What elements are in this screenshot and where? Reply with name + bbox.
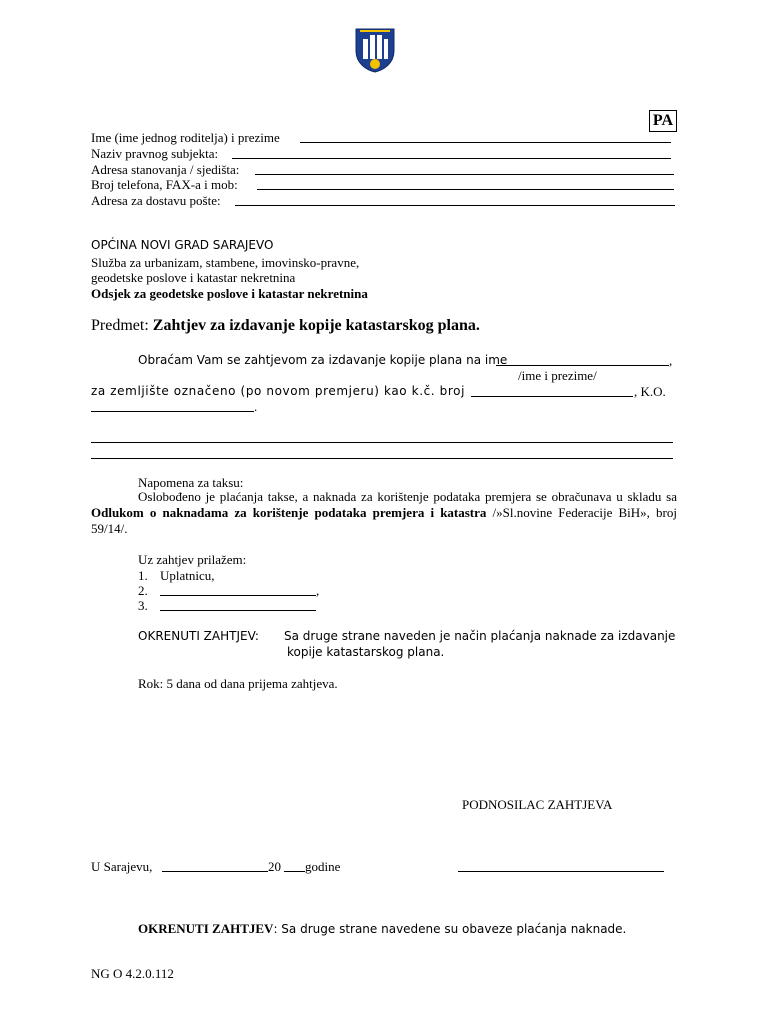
recipient-service-line1: Služba za urbanizam, stambene, imovinsko-pravne, <box>91 255 360 270</box>
attachments-title: Uz zahtjev prilažem: <box>138 552 247 567</box>
attachment-number-3: 3. <box>138 598 148 613</box>
subject-line <box>91 317 480 335</box>
attachment-line-2[interactable] <box>160 595 316 596</box>
request-name-hint: /ime i prezime/ <box>518 368 597 383</box>
godine-label: godine <box>305 859 341 874</box>
parcel-number-line[interactable] <box>471 396 633 397</box>
period: . <box>254 399 258 414</box>
fee-note-text-b: /»Sl.novine Federacije BiH», broj 59/14/. <box>91 505 677 536</box>
deadline-text: Rok: 5 dana od dana prijema zahtjeva. <box>138 676 338 691</box>
subject-text: Zahtjev za izdavanje kopije katastarskog plana. <box>152 317 480 334</box>
attachment-number-2: 2. <box>138 583 148 598</box>
attachment-text-1: Uplatnicu, <box>160 568 215 583</box>
field-line-mail-address[interactable] <box>235 205 675 206</box>
turn-over-2-text: : Sa druge strane navedene su obaveze plaćanja naknade. <box>273 922 627 936</box>
comma: , <box>669 353 673 368</box>
turn-over-text1: Sa druge strane naveden je način plaćanja naknade za izdavanje <box>284 629 676 643</box>
signature-label: PODNOSILAC ZAHTJEVA <box>462 797 613 812</box>
place-label: U Sarajevu, <box>91 859 153 874</box>
recipient-department: Odsjek za geodetske poslove i katastar nekretnina <box>91 286 368 301</box>
ko-line[interactable] <box>91 411 254 412</box>
request-name-line[interactable] <box>496 365 669 366</box>
signature-line[interactable] <box>458 871 664 872</box>
request-line1: Obraćam Vam se zahtjevom za izdavanje kopije plana na ime <box>138 353 508 367</box>
subject-label: Predmet: <box>91 317 149 334</box>
form-code: NG O 4.2.0.112 <box>91 966 174 981</box>
year-line[interactable] <box>284 871 305 872</box>
turn-over-label: OKRENUTI ZAHTJEV: <box>138 629 259 643</box>
turn-over-text2: kopije katastarskog plana. <box>287 645 445 659</box>
attachment-line-3[interactable] <box>160 610 316 611</box>
fee-note-title: Napomena za taksu: <box>138 475 244 490</box>
year-prefix: 20 <box>268 859 281 874</box>
field-line-legal-entity[interactable] <box>232 158 671 159</box>
field-line-address[interactable] <box>255 174 674 175</box>
document-code-badge: PA <box>649 110 677 132</box>
field-label-address: Adresa stanovanja / sjedišta: <box>91 162 240 177</box>
fee-note-decision: Odlukom o naknadama za korištenje podataka premjera i katastra <box>91 505 487 520</box>
recipient-service-line2: geodetske poslove i katastar nekretnina <box>91 270 296 285</box>
recipient-municipality: OPĆINA NOVI GRAD SARAJEVO <box>91 238 274 252</box>
extra-line-2[interactable] <box>91 458 673 459</box>
municipality-crest-logo <box>354 27 396 73</box>
extra-line-1[interactable] <box>91 442 673 443</box>
ko-label: , K.O. <box>634 384 666 399</box>
attachment-number-1: 1. <box>138 568 148 583</box>
field-label-name: Ime (ime jednog roditelja) i prezime <box>91 130 280 145</box>
turn-over-2 <box>138 921 626 937</box>
field-label-legal-entity: Naziv pravnog subjekta: <box>91 146 219 161</box>
fee-note-text-a: Oslobođeno je plaćanja takse, a naknada za korištenje podataka premjera se obračunava u skladu sa <box>138 489 677 504</box>
field-label-phone: Broj telefona, FAX-a i mob: <box>91 177 238 192</box>
request-line2: za zemljište označeno (po novom premjeru) kao k.č. broj <box>91 384 465 398</box>
fee-note-text <box>91 489 677 537</box>
comma-2: , <box>316 583 320 598</box>
field-label-mail-address: Adresa za dostavu pošte: <box>91 193 221 208</box>
turn-over-2-label: OKRENUTI ZAHTJEV <box>138 921 274 936</box>
date-line[interactable] <box>162 871 268 872</box>
field-line-name[interactable] <box>300 142 671 143</box>
field-line-phone[interactable] <box>257 189 674 190</box>
